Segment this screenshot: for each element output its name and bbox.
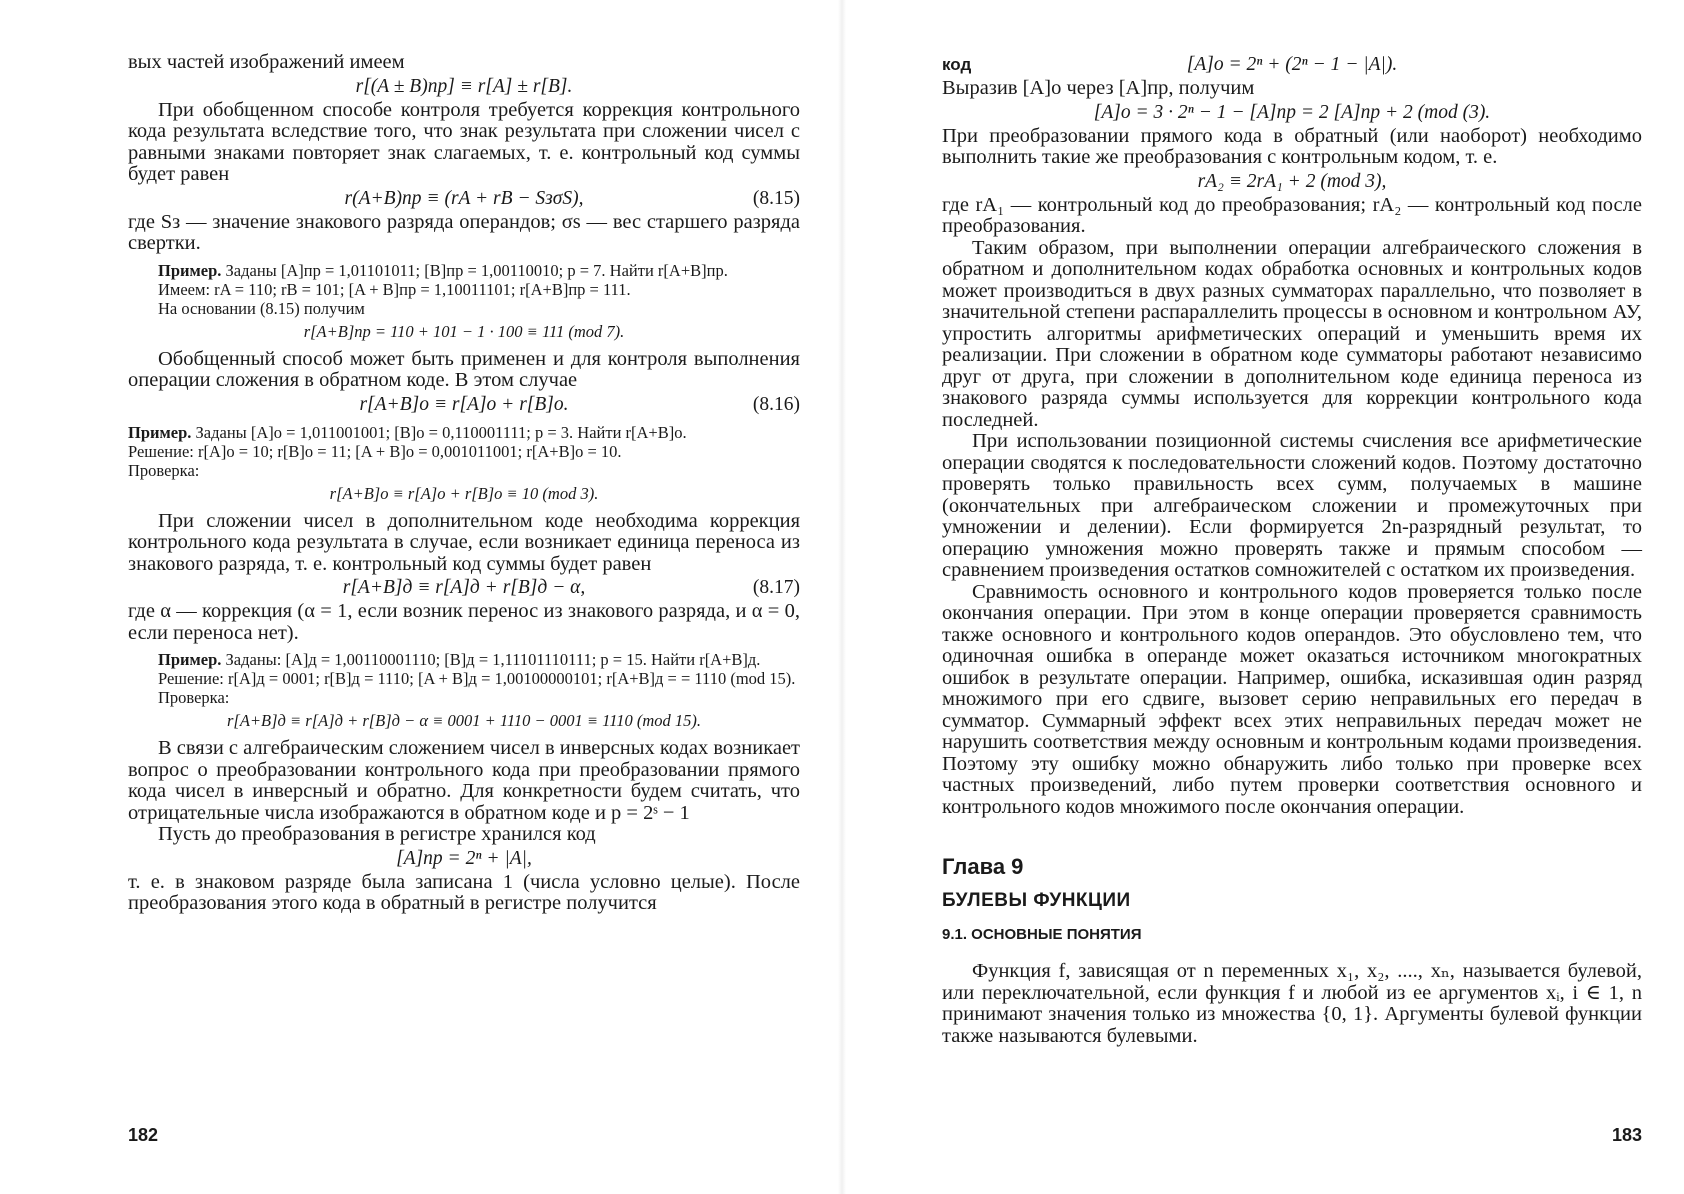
page-number: 183 [1611,1125,1642,1145]
equation-number: (8.16) [752,393,800,415]
paragraph: Сравнимость основного и контрольного кодов проверяется только после окончания операции. При этом в конце операции проверяется сравнимость также основного и контрольного кодов операндов. Это обусловлено тем, что одиночная ошибка в операнде может оказаться источником многократных ошибок в результате операции. Например, ошибка, исказившая один разряд множимого при его сдвиге, вызовет серию неправильных его передач в сумматор. Суммарный эффект всех этих неправильных передач может не нарушить соответствия между основным и контрольным кодами произведения. Поэтому эту ошибку можно обнаружить либо только при проверке всех частных произведений, либо путем проверки соответствия основного и контрольного кодов множимого после окончания операции. [942,580,1642,818]
paragraph: вых частей изображений имеем [128,51,405,73]
equation-text: [A]пр = 2ⁿ + |A|, [396,847,532,869]
equation-text: r[(A ± B)пр] ≡ r[A] ± r[B]. [355,75,573,97]
right-page [842,0,1684,1194]
paragraph: где α — коррекция (α = 1, если возник перенос из знакового разряда, и α = 0, если переноса нет). [128,600,800,644]
equation-label: код [942,55,972,74]
equation-text: r(A+B)пр ≡ (rA + rB − SзσS), [344,187,584,209]
example-equation: r[A+B]пр = 110 + 101 − 1 · 100 ≡ 111 (mod 7). [303,321,625,341]
example-line: Решение: r[A]о = 10; r[B]о = 11; [A + B]о = 0,001011001; r[A+B]о = 10. [128,441,622,461]
section-heading: 9.1. ОСНОВНЫЕ ПОНЯТИЯ [942,926,1142,943]
example-line: Решение: r[A]д = 0001; r[B]д = 1110; [A + B]д = 1,00100000101; r[A+B]д = = 1110 (mod 15). [158,669,796,688]
example-equation: r[A+B]о ≡ r[A]о + r[B]о ≡ 10 (mod 3). [329,483,599,503]
example-label: Пример. [128,422,192,442]
equation [128,576,800,600]
equation [128,75,800,99]
left-column [128,52,800,915]
paragraph: где Sз — значение знакового разряда операндов; σs — вес старшего разряда свертки. [128,210,800,254]
equation [128,393,800,417]
example-line: На основании (8.15) получим [158,298,365,318]
paragraph: Пусть до преобразования в регистре хранился код [158,823,596,845]
equation-text: r[A+B]д ≡ r[A]д + r[B]д − α, [342,577,586,598]
equation [942,170,1642,194]
example-label: Пример. [158,650,222,669]
equation-number: (8.17) [752,577,800,598]
equation-text: [A]о = 3 · 2ⁿ − 1 − [A]пр = 2 [A]пр + 2 (mod (3). [1093,101,1491,123]
paragraph: Обобщенный способ может быть применен и для контроля выполнения операции сложения в обратном коде. В этом случае [128,347,800,391]
paragraph: При обобщенном способе контроля требуется коррекция контрольного кода результата вследствие того, что знак результата при сложении чисел с равными знаками повторяет знак слагаемых, т. е. контрольный код суммы будет равен [128,98,800,185]
equation [942,101,1642,125]
example-label: Пример. [158,260,222,280]
paragraph: Функция f, зависящая от n переменных x₁, x₂, ...., xₙ, называется булевой, или переключательной, если функция f и любой из ее аргументов xᵢ, i ∈ 1, n принимают значения только из множества {0, 1}. Аргументы булевой функции также называются булевыми. [942,960,1642,1047]
paragraph: При преобразовании прямого кода в обратный (или наоборот) необходимо выполнить такие же преобразования с контрольным кодом, т. е. [942,124,1642,168]
example-line: Имеем: rA = 110; rB = 101; [A + B]пр = 1,10011101; r[A+B]пр = 111. [158,279,631,299]
page-number: 182 [128,1125,159,1145]
chapter-heading: Глава 9 [942,854,1024,879]
equation [128,847,800,871]
equation [128,187,800,211]
example-line: Проверка: [158,688,230,707]
example-text: Заданы [A]пр = 1,01101011; [B]пр = 1,00110010; p = 7. Найти r[A+B]пр. [221,260,728,280]
equation-text: [A]о = 2ⁿ + (2ⁿ − 1 − |A|). [1186,54,1398,75]
equation-text: rA₂ ≡ 2rA₁ + 2 (mod 3), [1197,170,1387,192]
paragraph: Таким образом, при выполнении операции алгебраического сложения в обратном и дополнительном кодах обработка основных и контрольных кодов может производиться в двух разных сумматорах параллельно, что позволяет в значительной степени распараллелить процессы в основном и контрольном АУ, упростить алгоритмы арифметических операций и уменьшить время их реализации. При сложении в обратном коде сумматоры работают независимо друг от друга, при сложении в дополнительном коде единица переноса из знакового разряда суммы используется для коррекции контрольного кода последней. [942,236,1642,431]
chapter-title: БУЛЕВЫ ФУНКЦИИ [942,890,1131,911]
example-text: Заданы [A]о = 1,011001001; [B]о = 0,110001111; p = 3. Найти r[A+B]о. [191,422,687,442]
example-block [128,261,800,280]
paragraph: где rA₁ — контрольный код до преобразования; rA₂ — контрольный код после преобразования. [942,193,1642,237]
paragraph: При сложении чисел в дополнительном коде необходима коррекция контрольного кода результата в случае, если возникает единица переноса из знакового разряда, т. е. контрольный код суммы будет равен [128,509,800,575]
example-equation: r[A+B]д ≡ r[A]д + r[B]д − α ≡ 0001 + 1110 − 0001 ≡ 1110 (mod 15). [226,711,701,730]
paragraph: При использовании позиционной системы счисления все арифметические операции сводятся к последовательности сложений кодов. Поэтому достаточно проверять только правильность всех сумм, получаемых в машине (окончательных при алгебраическом сложении и промежуточных при умножении и делении). Если формируется 2n-разрядный результат, то операцию умножения можно проверять также и прямым способом — сравнением произведения остатков сомножителей с остатком их произведения. [942,430,1642,581]
equation-number: (8.15) [752,187,800,209]
paragraph: т. е. в знаковом разряде была записана 1 (числа условно целые). После преобразования этого кода в обратный в регистре получится [128,870,800,914]
example-block [128,423,800,442]
right-column [942,52,1642,1047]
equation [942,53,1642,77]
example-text: Заданы: [A]д = 1,00110001110; [B]д = 1,11101110111; p = 15. Найти r[A+B]д. [221,650,761,669]
example-line: Проверка: [128,460,200,480]
example-block [128,650,800,669]
equation-text: r[A+B]о ≡ r[A]о + r[B]о. [359,393,569,415]
paragraph: Выразив [A]о через [A]пр, получим [942,77,1255,99]
paragraph: В связи с алгебраическим сложением чисел в инверсных кодах возникает вопрос о преобразовании контрольного кода при преобразовании прямого кода чисел в инверсный и обратно. Для конкретности будем считать, что отрицательные числа изображаются в обратном коде и p = 2ˢ − 1 [128,737,800,824]
